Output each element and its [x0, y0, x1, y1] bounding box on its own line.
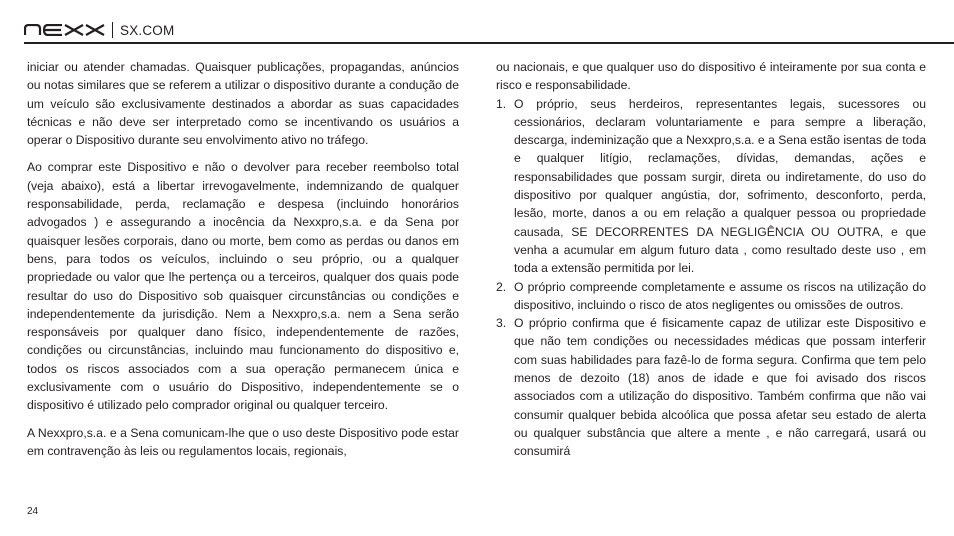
list-item	[496, 314, 926, 460]
brand-text: SX.COM	[120, 22, 175, 38]
header-rule	[24, 42, 954, 44]
list-text: O próprio confirma que é fisicamente capaz de utilizar este Dispositivo e que não tem condições ou necessidades médicas que possam interferir com suas habilidades para fazê-lo de forma segura. Confirma que tem pelo menos de dezoito (18) anos de idade e que foi avisado dos riscos associados com a utilização do dispositivo. Também confirma que não vai consumir qualquer bebida alcoólica que possa afetar seu estado de alerta ou qualquer substância que altere a mente , e não carregará, usará ou consumirá	[514, 316, 926, 459]
paragraph: A Nexxpro,s.a. e a Sena comunicam-lhe que o uso deste Dispositivo pode estar em contravenção às leis ou regulamentos locais, regionais,	[27, 425, 459, 458]
list-item	[496, 278, 926, 315]
numbered-list	[496, 95, 926, 461]
left-column	[27, 58, 459, 469]
list-text: O próprio compreende completamente e assume os riscos na utilização do dispositivo, incluindo o risco de atos negligentes ou omissões de outros.	[514, 279, 926, 312]
paragraph: iniciar ou atender chamadas. Quaisquer publicações, propagandas, anúncios ou notas similares que se referem a utilizar o dispositivo durante a condução de um veículo são exclusivamente destinados a abordar as suas capacidades técnicas e não deve ser interpretado como se incentivando os usuários a operar o Dispositivo durante seu envolvimento ativo no tráfego.	[27, 60, 459, 148]
list-text: O próprio, seus herdeiros, representantes legais, sucessores ou cessionários, declaram voluntariamente e para sempre a liberação, descarga, indeminização que a Nexxpro,s.a. e a Sena estão isentas de toda e qualquer litígio, reclamações, dívidas, demandas, ações e responsabilidades que possam surgir, direta ou indiretamente, do uso do dispositivo por qualquer angústia, dor, sofrimento, desconforto, perda, lesão, morte, danos a ou em relação a qualquer pessoa ou propriedade causada, SE DECORRENTES DA NEGLIGÊNCIA OU OUTRA, e que venha a acumular em algum futuro data , como resultado deste uso , em toda a extensão permitida por lei.	[514, 96, 926, 276]
page-header	[24, 18, 174, 42]
header-separator	[112, 22, 113, 38]
list-number: 1.	[496, 96, 507, 111]
nexx-logo	[24, 24, 106, 36]
page-number: 24	[27, 506, 39, 517]
paragraph: ou nacionais, e que qualquer uso do dispositivo é inteiramente por sua conta e risco e responsabilidade.	[496, 60, 926, 93]
list-item	[496, 95, 926, 278]
right-column	[496, 58, 926, 461]
paragraph: Ao comprar este Dispositivo e não o devolver para receber reembolso total (veja abaixo), está a libertar irrevogavelmente, indemnizando de qualquer responsabilidade, perda, reclamação e despesa (incluindo honorários advogados ) e assegurando a inocência da Nexxpro,s.a. e da Sena por quaisquer lesões corporais, dano ou morte, bem como as perdas ou danos em bens, para todos os veículos, incluindo o seu próprio, ou a qualquer propriedade ou valor que lhe pertença ou a terceiros, qualquer dos quais pode resultar do uso do Dispositivo sob quaisquer circunstâncias ou condições e independentemente da jurisdição. Nem a Nexxpro,s.a. nem a Sena serão responsáveis por qualquer dano físico, independentemente de razões, condições ou circunstâncias, incluindo mau funcionamento do dispositivo e, todos os riscos associados com a sua operação permanecem única e exclusivamente com o usuário do Dispositivo, independentemente se o dispositivo é utilizado pelo comprador original ou qualquer terceiro.	[27, 160, 459, 413]
nexx-logo-icon	[24, 24, 106, 36]
list-number: 3.	[496, 316, 507, 331]
list-number: 2.	[496, 279, 507, 294]
